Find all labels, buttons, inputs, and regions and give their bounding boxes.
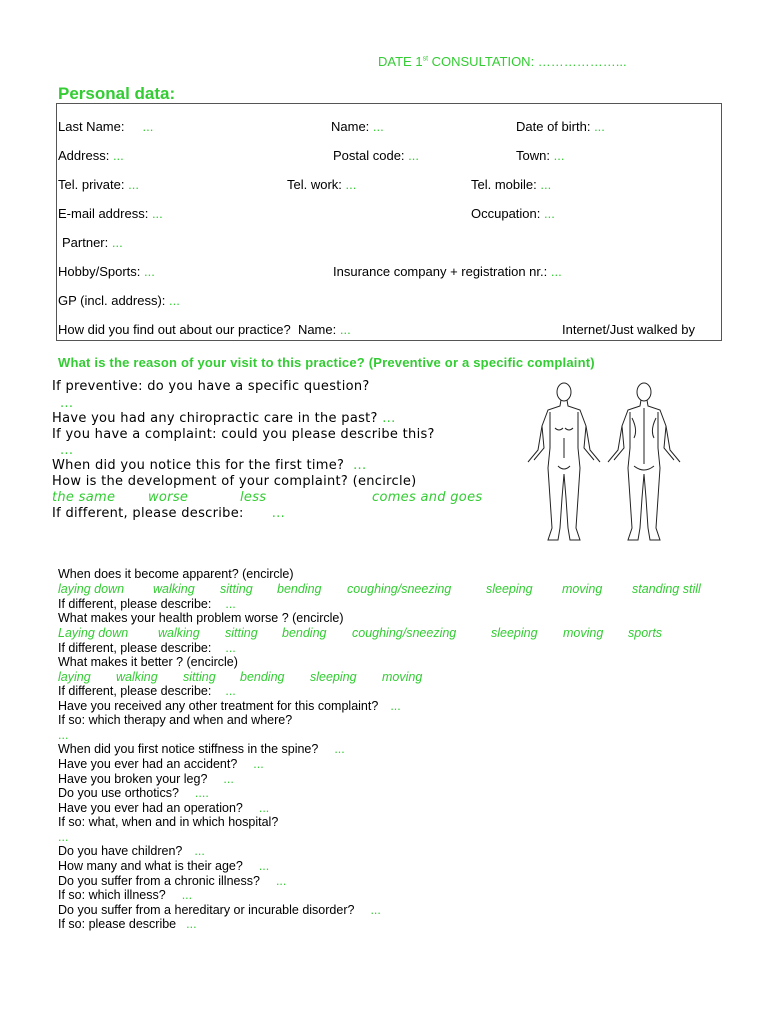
q-describe[interactable]: If so: please describe ... xyxy=(58,917,197,931)
reason-heading: What is the reason of your visit to this practice? (Preventive or a specific complaint) xyxy=(58,355,595,370)
tel-private-field[interactable]: Tel. private: ... xyxy=(58,177,139,192)
occupation-field[interactable]: Occupation: ... xyxy=(471,206,555,221)
better-bending[interactable]: bending xyxy=(240,670,285,684)
q-better: What makes it better ? (encircle) xyxy=(58,655,238,669)
hobby-field[interactable]: Hobby/Sports: ... xyxy=(58,264,155,279)
postal-code-field[interactable]: Postal code: ... xyxy=(333,148,420,163)
answer-hospital[interactable]: ... xyxy=(58,830,69,844)
answer-complaint[interactable]: ... xyxy=(60,443,74,458)
personal-data-title: Personal data: xyxy=(58,84,176,103)
gp-field[interactable]: GP (incl. address): ... xyxy=(58,293,180,308)
opt-the-same[interactable]: the same xyxy=(52,490,116,505)
body-diagram-icon xyxy=(520,378,690,548)
opt-less[interactable]: less xyxy=(240,490,267,505)
apparent-sitting[interactable]: sitting xyxy=(220,582,253,596)
apparent-moving[interactable]: moving xyxy=(562,582,603,596)
better-sleeping[interactable]: sleeping xyxy=(310,670,357,684)
q-development: How is the development of your complaint? (encircle) xyxy=(52,474,417,489)
worse-sleeping[interactable]: sleeping xyxy=(491,626,538,640)
q-therapy: If so: which therapy and when and where? xyxy=(58,713,293,727)
apparent-coughing[interactable]: coughing/sneezing xyxy=(347,582,452,596)
better-laying[interactable]: laying xyxy=(58,670,91,684)
q-diff-2[interactable]: If different, please describe: ... xyxy=(58,641,236,655)
internet-walked-by[interactable]: Internet/Just walked by xyxy=(562,322,695,337)
q-operation[interactable]: Have you ever had an operation? ... xyxy=(58,801,270,815)
q-diff-3[interactable]: If different, please describe: ... xyxy=(58,684,236,698)
dob-field[interactable]: Date of birth: ... xyxy=(516,119,605,134)
q-hospital: If so: what, when and in which hospital? xyxy=(58,815,279,829)
answer-therapy[interactable]: ... xyxy=(58,728,69,742)
q-chronic[interactable]: Do you suffer from a chronic illness? ... xyxy=(58,874,287,888)
apparent-bending[interactable]: bending xyxy=(277,582,322,596)
q-stiffness[interactable]: When did you first notice stiffness in the spine? ... xyxy=(58,742,345,756)
answer-preventive[interactable]: ... xyxy=(60,396,74,411)
tel-mobile-field[interactable]: Tel. mobile: ... xyxy=(471,177,552,192)
q-if-different[interactable]: If different, please describe: ... xyxy=(52,506,286,521)
q-accident[interactable]: Have you ever had an accident? ... xyxy=(58,757,264,771)
apparent-laying-down[interactable]: laying down xyxy=(58,582,125,596)
apparent-walking[interactable]: walking xyxy=(153,582,195,596)
opt-comes-and-goes[interactable]: comes and goes xyxy=(372,490,483,505)
worse-laying-down[interactable]: Laying down xyxy=(58,626,129,640)
better-sitting[interactable]: sitting xyxy=(183,670,216,684)
q-leg[interactable]: Have you broken your leg? ... xyxy=(58,772,234,786)
q-which-illness[interactable]: If so: which illness? ... xyxy=(58,888,193,902)
partner-field[interactable]: Partner: ... xyxy=(62,235,123,250)
q-first-time[interactable]: When did you notice this for the first time? ... xyxy=(52,458,367,473)
insurance-field[interactable]: Insurance company + registration nr.: ... xyxy=(333,264,562,279)
worse-sports[interactable]: sports xyxy=(628,626,663,640)
q-children[interactable]: Do you have children? ... xyxy=(58,844,205,858)
better-moving[interactable]: moving xyxy=(382,670,423,684)
q-hereditary[interactable]: Do you suffer from a hereditary or incurable disorder? ... xyxy=(58,903,381,917)
q-apparent: When does it become apparent? (encircle) xyxy=(58,567,294,581)
q-preventive: If preventive: do you have a specific question? xyxy=(52,379,370,394)
referral-field[interactable]: How did you find out about our practice? Name: ... xyxy=(58,322,351,337)
apparent-sleeping[interactable]: sleeping xyxy=(486,582,533,596)
name-field[interactable]: Name: ... xyxy=(331,119,384,134)
q-complaint: If you have a complaint: could you please describe this? xyxy=(52,427,435,442)
worse-coughing[interactable]: coughing/sneezing xyxy=(352,626,457,640)
q-chiro-care[interactable]: Have you had any chiropractic care in the past? ... xyxy=(52,411,396,426)
q-diff-1[interactable]: If different, please describe: ... xyxy=(58,597,236,611)
last-name-field[interactable]: Last Name: ... xyxy=(58,119,154,134)
q-orthotics[interactable]: Do you use orthotics? .... xyxy=(58,786,209,800)
worse-walking[interactable]: walking xyxy=(158,626,200,640)
q-treatment[interactable]: Have you received any other treatment for this complaint? ... xyxy=(58,699,401,713)
opt-worse[interactable]: worse xyxy=(148,490,189,505)
town-field[interactable]: Town: ... xyxy=(516,148,565,163)
email-field[interactable]: E-mail address: ... xyxy=(58,206,163,221)
consultation-date: DATE 1st CONSULTATION: ………………... xyxy=(378,54,627,69)
q-worse: What makes your health problem worse ? (encircle) xyxy=(58,611,344,625)
better-walking[interactable]: walking xyxy=(116,670,158,684)
worse-bending[interactable]: bending xyxy=(282,626,327,640)
worse-sitting[interactable]: sitting xyxy=(225,626,258,640)
q-age[interactable]: How many and what is their age? ... xyxy=(58,859,270,873)
worse-moving[interactable]: moving xyxy=(563,626,604,640)
address-field[interactable]: Address: ... xyxy=(58,148,124,163)
apparent-standing-still[interactable]: standing still xyxy=(632,582,701,596)
tel-work-field[interactable]: Tel. work: ... xyxy=(287,177,357,192)
